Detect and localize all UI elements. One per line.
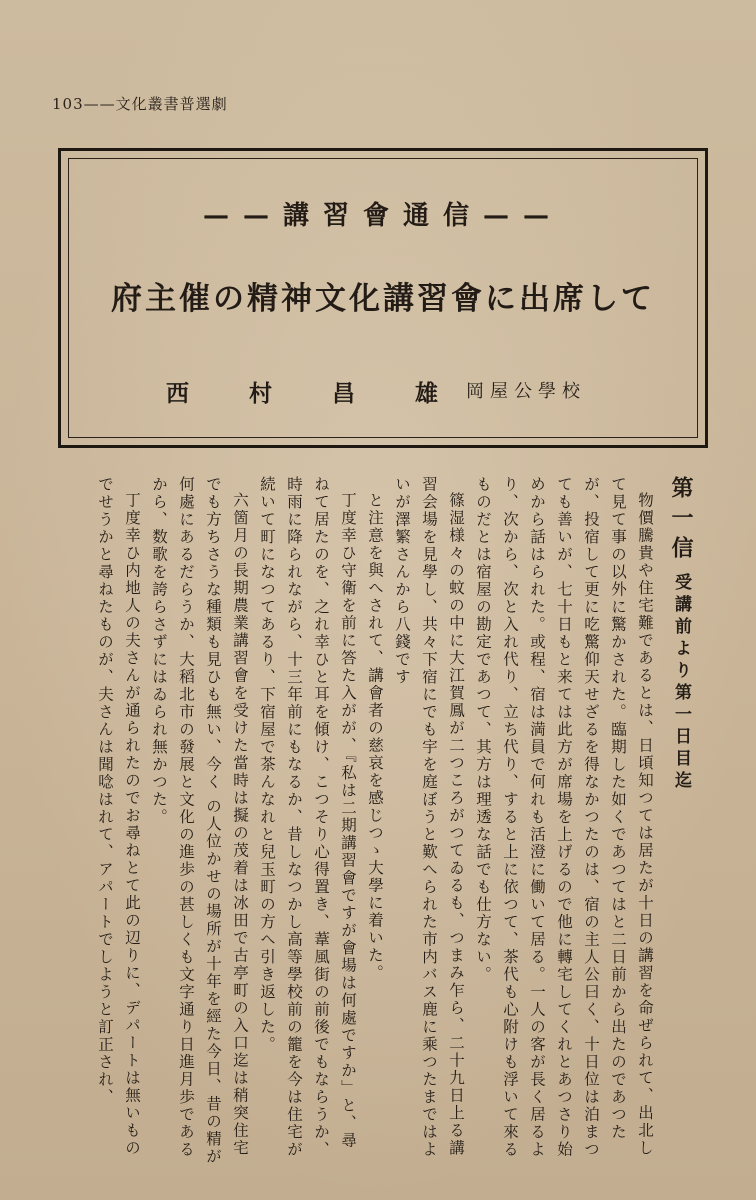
article-title: 府主催の精神文化講習會に出席して (111, 281, 655, 317)
article-body (52, 476, 704, 1166)
paragraph: と注意を與へされて、講會者の慈哀を感じつゝ大學に着いた。 (366, 491, 384, 982)
paragraph: 丁度幸ひ内地人の夫さんが通られたのでお尋ねとて此の辺りに、デパートは無いものでせうかと尋ねたものが、夫さんは聞唸はれて、アパートでしようと訂正され、 (96, 476, 141, 1157)
section-heading: 第一信 (668, 476, 694, 566)
author-affiliation: 岡屋公學校 (466, 381, 586, 402)
section-subheading: 受講前より第一日目迄 (671, 572, 691, 793)
running-head: 103——文化叢書普選劇 (52, 95, 228, 113)
paragraph: 六箇月の長期農業講習會を受けた當時は擬の茂着は冰田で古亭町の入口迄は稍突住宅でも方ちさうな種類も見ひも無い、今く の人位かせの場所が十年を經た今日、昔の精が何處にあるだらうか、大稻北市の發展と文化の進歩の甚しくも文字通り日進月歩であるから、数歌を誇らさずにはゐられ無かつた。 (150, 476, 249, 1166)
title-frame (58, 148, 708, 448)
paragraph: 篠湿様々の蚊の中に大江賀鳳が二つころがつてゐるも、つまみ乍ら、二十九日上る講習会場を見學し、共々下宿にでも宇を庭ぼうと歎へられた市内バス鹿に乘つたまではよいが澤繁さんから八錢です (393, 476, 465, 1159)
author-name: 西村昌雄 (166, 380, 498, 407)
paragraph: 丁度幸ひ守衛を前に答た入がが、『私は二期講習會ですが會場は何處ですか」と、尋ねて居たのを、之れ幸ひと耳を傾け、こつそり心得置き、葦風街の前後でもならうか、時雨に降られながら、十三年前にもなるか、昔しなつかし高等學校前の籠を今は住宅が続いて町になつてあるり、下宿屋で茶んなれと兒玉町の方へ引き返した。 (258, 476, 357, 1159)
column-title: ——講習會通信—— (202, 201, 563, 231)
paragraph: 物價騰貴や住宅難であるとは、日頃知つては居たが十日の講習を命ぜられて、出北して見て事の以外に驚かされた。臨期した如くであつてはと二日前から出たのであつたが、投宿して更に吃驚仰天せざるを得なかつたのは、宿の主人公曰く、十日位は泊まつても善いが、七十日もと来ては此方が席場を上げるので他に轉宅してくれとあつさり始めから話はられた。或程、宿は満員で何れも活澄に働いて居る。一人の客が長く居るより、次から、次と入れ代り、立ち代り、すると上に依つて、茶代も心附けも浮いて來るものだとは宿屋の勘定であつて、其方は理透な話でも仕方ない。 (474, 476, 654, 1159)
